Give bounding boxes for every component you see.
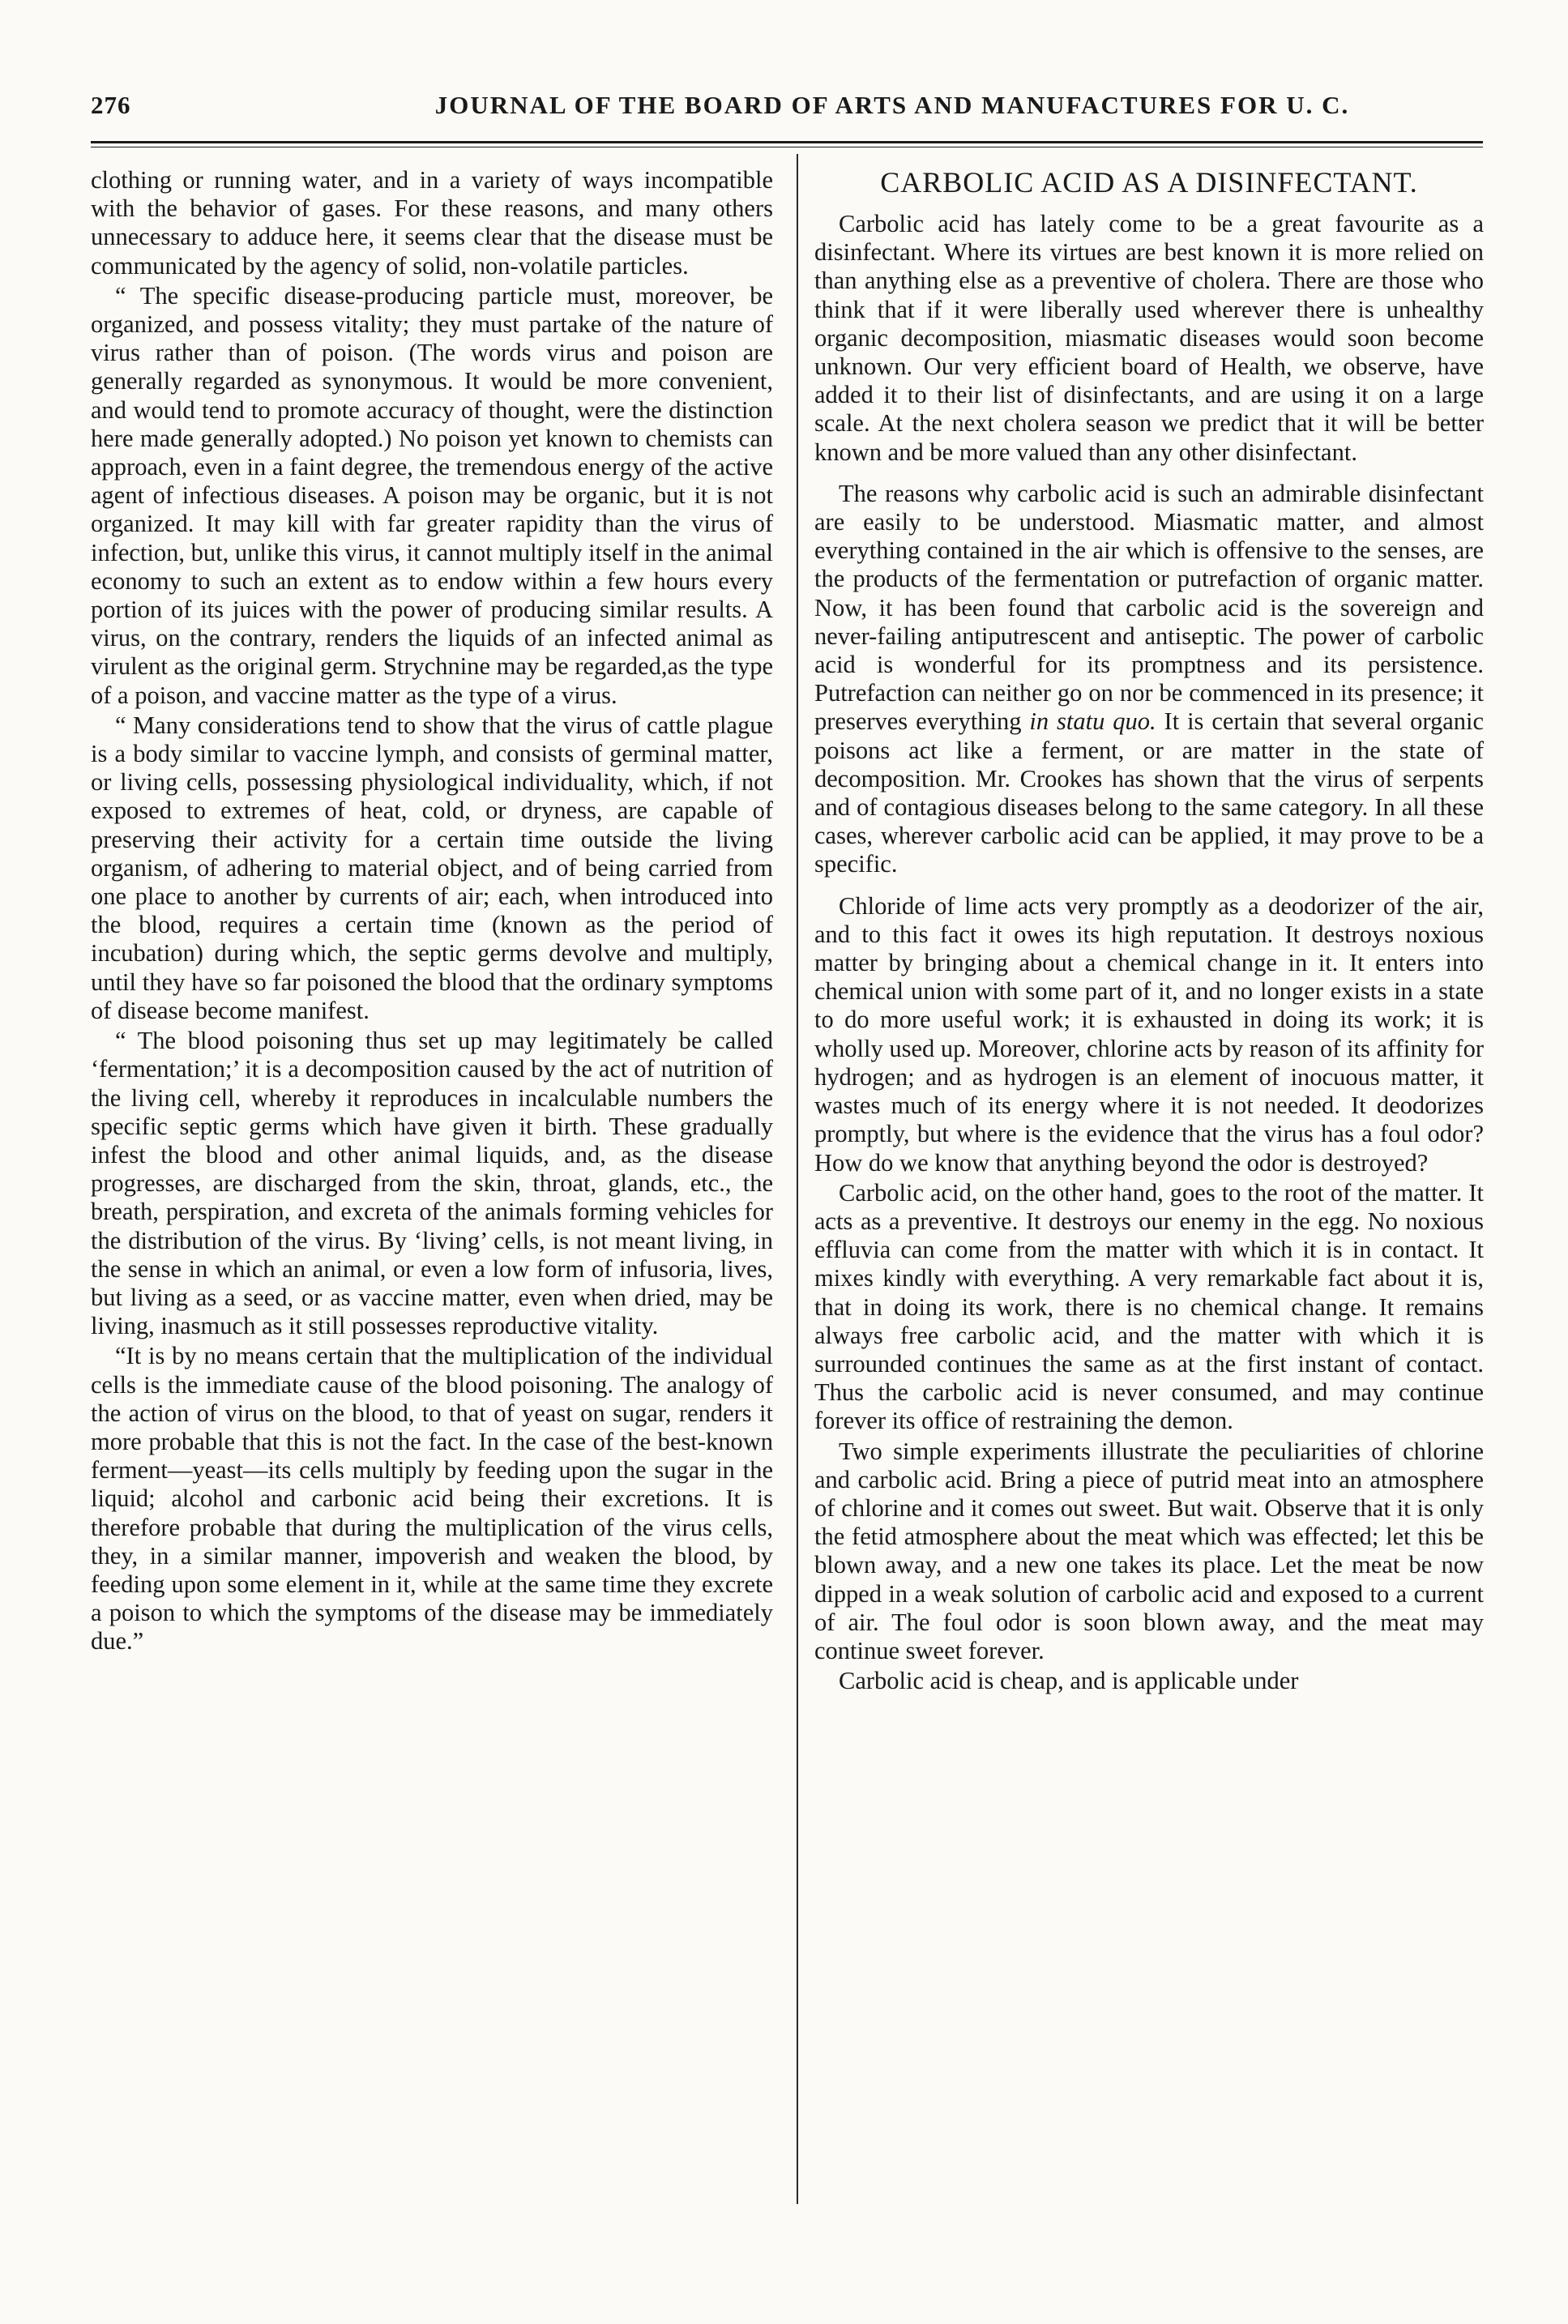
latin-phrase: in statu quo. — [1029, 707, 1156, 736]
right-paragraph-2 — [814, 480, 1484, 879]
article-title: CARBOLIC ACID AS A DISINFECTANT. — [880, 166, 1418, 199]
right-paragraph-1: Carbolic acid has lately come to be a great favourite as a disinfectant. Where its virtues are best known it is more relied on than anything else as a preventive of cholera. There are those who think that if it were liberally used wherever there is unhealthy organic decomposition, miasmatic diseases would soon become unknown. Our very efficient board of Health, we observe, have added it to their list of disinfectants, and are using it on a large scale. At the next cholera season we predict that it will be better known and be more valued than any other disinfectant. — [814, 210, 1484, 466]
right-paragraph-2-rest: It is certain that several organic poisons act like a ferment, or are matter in the state of decomposition. Mr. Crookes has shown that the virus of serpents and of contagious diseases belong to the same category. In all these cases, wherever carbolic acid can be applied, it may prove to be a specific. — [814, 707, 1485, 878]
running-head: JOURNAL OF THE BOARD OF ARTS AND MANUFACTURES FOR U. C. — [434, 91, 1350, 119]
header-rule — [91, 141, 1483, 143]
left-paragraph-5: “It is by no means certain that the multiplication of the individual cells is the immediate cause of the blood poisoning. The analogy of the action of virus on the blood, to that of yeast on sugar, renders it more probable that this is not the fact. In the case of the best-known ferment—yeast—its cells multiply by feeding upon the sugar in the liquid; alcohol and carbonic acid being their excretions. It is therefore probable that during the multiplication of the virus cells, they, in a similar manner, impoverish and weaken the blood, by feeding upon some element in it, while at the same time they excrete a poison to which the symptoms of the disease may be immediately due.” — [91, 1342, 773, 1655]
page-header — [91, 91, 1483, 131]
left-paragraph-2: “ The specific disease-producing particle must, moreover, be organized, and possess vitality; they must partake of the nature of virus rather than of poison. (The words virus and poison are generally regarded as synonymous. It would be more convenient, and would tend to promote accuracy of thought, were the distinction here made generally adopted.) No poison yet known to chemists can approach, even in a faint degree, the tremendous energy of the active agent of infectious diseases. A poison may be organic, but it is not organized. It may kill with far greater rapidity than the virus of infection, but, unlike this virus, it cannot multiply itself in the animal economy to such an extent as to endow within a few hours every portion of its juices with the power of producing similar results. A virus, on the contrary, renders the liquids of an infected animal as virulent as the original germ. Strychnine may be regarded,as the type of a poison, and vaccine matter as the type of a virus. — [91, 281, 774, 709]
left-column — [91, 166, 773, 1656]
right-paragraph-2-text: The reasons why carbolic acid is such an admirable disinfectant are easily to be understood. Miasmatic matter, and almost everything contained in the air which is offensive to the senses, are the products of the fermentation or putrefaction of organic matter. Now, it has been found that carbolic acid is the sovereign and never-failing antiputrescent and antiseptic. The power of carbolic acid is wonderful for its promptness and its persistence. Putrefaction can neither go on nor be commenced in its presence; it preserves everything — [814, 479, 1484, 736]
right-column — [814, 166, 1484, 1695]
right-paragraph-4: Carbolic acid, on the other hand, goes to the root of the matter. It acts as a preventive. It destroys our enemy in the egg. No noxious effluvia can come from the matter with which it is in contact. It mixes kindly with everything. A very remarkable fact about it is, that in doing its work, there is no chemical change. It remains always free carbolic acid, and the matter with which it is surrounded continues the same as at the first instant of contact. Thus the carbolic acid is never consumed, and may continue forever its office of restraining the demon. — [814, 1178, 1484, 1435]
right-paragraph-6: Carbolic acid is cheap, and is applicable under — [839, 1667, 1299, 1695]
left-paragraph-4: “ The blood poisoning thus set up may legitimately be called ‘fermentation;’ it is a decomposition caused by the act of nutrition of the living cell, whereby it reproduces in incalculable numbers the specific septic germs which have given it birth. These gradually infest the blood and other animal liquids, and, as the disease progresses, are discharged from the skin, throat, glands, etc., the breath, perspiration, and excreta of the animals forming vehicles for the distribution of the virus. By ‘living’ cells, is not meant living, in the sense in which an animal, or even a low form of infusoria, lives, but living as a seed, or as vaccine matter, even when dried, may be living, inasmuch as it still possesses reproductive vitality. — [91, 1027, 773, 1340]
left-paragraph-1: clothing or running water, and in a variety of ways incompatible with the behavior of gases. For these reasons, and many others unnecessary to adduce here, it seems clear that the disease must be communicated by the agency of solid, non-volatile particles. — [91, 166, 773, 280]
right-paragraph-3: Chloride of lime acts very promptly as a deodorizer of the air, and to this fact it owes its high reputation. It destroys noxious matter by bringing about a chemical change in it. It enters into chemical union with some part of it, and no longer exists in a state to do more useful work; it is exhausted in doing its work; it is wholly used up. Moreover, chlorine acts by reason of its affinity for hydrogen; and as hydrogen is an element of inocuous matter, it wastes much of its energy where it is not needed. It deodorizes promptly, but where is the evidence that the virus has a foul odor? How do we know that anything beyond the odor is destroyed? — [814, 891, 1484, 1177]
page-number: 276 — [91, 91, 131, 119]
column-divider — [797, 154, 798, 2204]
left-paragraph-3: “ Many considerations tend to show that the virus of cattle plague is a body similar to vaccine lymph, and consists of germinal matter, or living cells, possessing physiological individuality, which, if not exposed to extremes of heat, cold, or dryness, are capable of preserving their activity for a certain time outside the living organism, of adhering to material object, and of being carried from one place to another by currents of air; each, when introduced into the blood, requires a certain time (known as the period of incubation) during which, the septic germs devolve and multiply, until they have so far poisoned the blood that the ordinary symptoms of disease become manifest. — [91, 711, 773, 1024]
right-paragraph-5: Two simple experiments illustrate the peculiarities of chlorine and carbolic acid. Bring a piece of putrid meat into an atmosphere of chlorine and it comes out sweet. But wait. Observe that it is only the fetid atmosphere about the meat which was effected; let this be blown away, and a new one takes its place. Let the meat be now dipped in a weak solution of carbolic acid and exposed to a current of air. The foul odor is soon blown away, and the meat may continue sweet forever. — [814, 1437, 1484, 1664]
